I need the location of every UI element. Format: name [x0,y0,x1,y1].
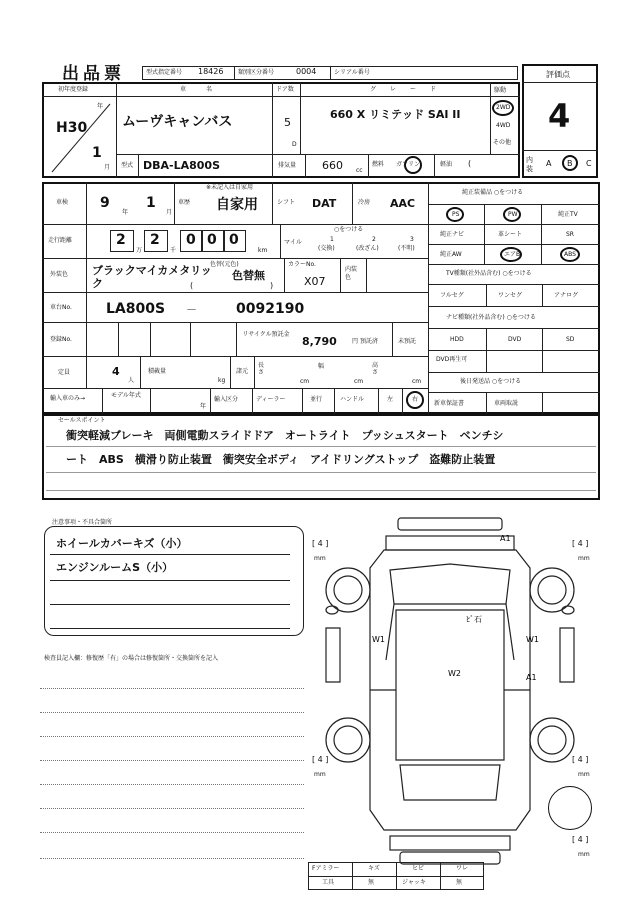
mile-opt-unknown: (不明) [398,245,415,252]
mile-label: マイル [284,239,302,246]
reg-month-unit: 月 [104,164,111,171]
mileage-digit-4: 0 [207,232,217,248]
displacement-unit: cc [356,167,363,174]
tread-unit-fl: mm [314,555,326,562]
equip-leather: 革シート [498,231,523,238]
inspection-label: 車検 [56,199,69,206]
fuel-circle [404,156,422,174]
displacement-value: 660 [322,159,343,172]
fuel-gasoline: ガソリン [396,161,421,168]
tv-fullseg: フルセグ [440,292,464,299]
handle-left: 左 [387,396,394,403]
height-unit: cm [412,378,422,385]
drive-circle [492,100,514,116]
reg-year-unit: 年 [97,103,104,110]
recycle-unpaid: 未預託 [398,338,417,345]
capacity-value: 4 [112,365,120,378]
after-manual: 車両取説 [494,400,519,407]
tread-unit-rr: mm [578,771,590,778]
mile-num-1: 1 [330,236,334,243]
equip-airbag-circle [500,247,522,262]
drive-4wd: 4WD [496,122,511,129]
recycle-value: 8,790 [302,335,337,348]
legend-h-scratch: キズ [368,865,380,872]
dimension-label: 諸元 [236,368,249,375]
tread-unit-rl: mm [314,771,326,778]
reg-no-label: 登録No. [50,336,72,343]
mileage-digit-1: 2 [116,232,126,248]
navi-type-label: ナビ種類(社外品含む) ○をつける [446,314,536,321]
equip-ps: PS [452,211,460,218]
interior-circle [562,155,578,171]
circle-instruction: ○をつける [334,226,364,233]
score-label: 評価点 [546,70,570,79]
import-dealer: ディーラー [256,396,286,403]
class-number: 0004 [296,67,317,76]
tread-front-right: [ 4 ] [572,539,589,548]
grade-label: グレード [370,86,451,93]
mileage-digit-5: 0 [229,232,239,248]
equip-airbag: エアB [504,251,521,258]
equip-pw: PW [508,211,518,218]
tv-type-label: TV種類(社外品含む) ○をつける [446,270,532,277]
doors-suffix: D [292,141,297,148]
serial-label: シリアル番号 [334,69,370,76]
tv-analog: アナログ [554,292,579,299]
import-class-label: 輸入区分 [214,396,239,403]
fuel-paren: ( [468,159,472,168]
width-unit: cm [354,378,364,385]
interior-grade-a: A [546,159,552,168]
legend-jack-value: 無 [456,879,463,886]
reg-month: 1 [92,145,102,161]
ac-value: AAC [390,197,416,210]
interior-grade-c: C [586,159,592,168]
legend-tools-value: 無 [368,879,375,886]
car-name: ムーヴキャンバス [122,114,233,130]
spare-tire-circle [548,786,592,830]
after-warranty: 新車保証書 [434,400,465,407]
mile-num-2: 2 [372,236,376,243]
legend-tools: 工具 [322,879,335,886]
navi-sd: SD [566,336,575,343]
doors-value: 5 [284,116,291,129]
color-paren-l: ( [190,281,194,290]
reg-year: H30 [56,120,88,136]
note-line-1: ホイールカバーキズ（小） [56,537,188,550]
type-number: 18426 [198,67,224,76]
inspection-year-unit: 年 [122,209,129,216]
equip-tv: 純正TV [558,211,578,218]
score-value: 4 [548,97,571,135]
import-parallel: 並行 [310,396,323,403]
capacity-label: 定員 [58,369,71,376]
tread-rear-left: [ 4 ] [312,755,329,764]
grade-value: 660 X リミテッド SAI II [330,108,461,121]
tread-unit-spare: mm [578,851,590,858]
sales-point-label: セールスポイント [58,417,106,424]
model-year-label: モデル年式 [111,392,141,399]
capacity-unit: 人 [128,377,135,384]
load-unit: kg [218,377,226,384]
displacement-label: 排気量 [278,162,297,169]
mark-left-w1: W1 [372,635,385,644]
tread-spare: [ 4 ] [572,835,589,844]
navi-dvd: DVD [508,336,522,343]
color-value: ブラックマイカメタリック [92,264,212,290]
sales-point-line2: ート ABS 横滑り防止装置 衝突安全ボディ アイドリングストップ 盗難防止装置 [66,453,496,466]
color-change-value: 色替無 [232,269,265,282]
doors-label: ドア数 [276,86,294,93]
model-label: 型式 [121,162,134,169]
chassis-dash: － [186,303,197,316]
notes-label: 注意事項・不具合箇所 [52,519,113,526]
mile-num-3: 3 [410,236,414,243]
note-line-2: エンジンルームS（小） [56,561,174,574]
mark-chip: ﾋﾞ石 [466,615,482,624]
mark-right-w1: W1 [526,635,539,644]
genuine-label: 純正装備品 ○をつける [462,189,524,196]
shift-value: DAT [312,197,337,210]
height-label: 高さ [372,362,379,376]
fuel-label: 燃料 [372,161,385,168]
after-ship-label: 後日発送品 ○をつける [460,378,522,385]
history-label: 車歴 [178,199,191,206]
recycle-label: リサイクル預託金 [242,331,290,338]
chassis-number: 0092190 [236,301,305,317]
tread-unit-fr: mm [578,555,590,562]
unit-km: km [258,247,268,254]
type-label: 型式指定番号 [146,69,183,76]
equip-aw: 純正AW [440,251,462,258]
private-note: ※未記入は自家用 [206,184,254,191]
color-no-value: X07 [304,275,326,288]
handle-label: ハンドル [340,396,365,403]
navi-hdd: HDD [450,336,464,343]
diesel-label: 軽油 [440,161,453,168]
mark-center-w2: W2 [448,669,461,678]
unit-man: 万 [136,247,143,254]
chassis-label: 車台No. [50,304,72,311]
tv-oneseg: ワンセグ [498,292,523,299]
recycle-paid: 預託済 [360,338,379,345]
equip-sr: SR [566,231,574,238]
legend-h-mirror: Fアミラー [312,865,340,872]
mark-right-a1: A1 [526,673,537,682]
color-change-hint: 色替(元色) [210,261,239,268]
ac-label: 冷房 [358,199,371,206]
mile-opt-tampered: (改ざん) [356,245,379,252]
width-label: 幅 [318,363,325,370]
equip-pw-circle [503,207,521,222]
color-no-label: カラーNo. [288,261,316,268]
model-value: DBA-LA800S [143,159,220,172]
class-label: 類別区分番号 [238,69,275,76]
equip-navi: 純正ナビ [440,231,465,238]
inspector-label: 検査員記入欄：修復歴「有」の場合は修復箇所・交換箇所を記入 [44,655,219,662]
sheet-title: 出品票 [62,64,125,84]
drive-other: その他 [493,139,512,146]
equip-abs-circle [560,247,580,262]
model-year-unit: 年 [200,403,207,410]
inspection-year: 9 [100,195,110,211]
interior-grade-b: B [567,159,573,168]
inspection-month: 1 [146,195,156,211]
load-label: 積載量 [148,368,167,375]
length-unit: cm [300,378,310,385]
length-label: 長さ [258,362,265,376]
handle-right: 右 [412,396,419,403]
mileage-digit-3: 0 [186,232,196,248]
dvd-playback-label: DVD再生可 [436,356,468,363]
color-label: 外装色 [50,271,69,278]
mile-opt-exchange: (交換) [318,245,335,252]
tread-rear-right: [ 4 ] [572,755,589,764]
car-name-label: 車名 [180,86,233,93]
unit-sen: 千 [170,247,177,254]
color-paren-r: ) [270,281,274,290]
sales-point-line1: 衝突軽減ブレーキ 両側電動スライドドア オートライト プッシュスタート ベンチシ [66,429,504,442]
import-only-label: 輸入車のみ→ [50,395,86,402]
equip-abs: ABS [564,251,576,258]
drive-2wd: 2WD [496,104,511,111]
inspection-month-unit: 月 [166,209,173,216]
first-reg-label: 初年度登録 [58,86,89,93]
tread-front-left: [ 4 ] [312,539,329,548]
handle-right-circle [406,391,424,409]
legend-h-break: ワレ [456,865,469,872]
legend-jack: ジャッキ [402,879,426,886]
equip-ps-circle [446,207,464,222]
history-value: 自家用 [216,197,258,213]
shift-label: シフト [277,199,296,206]
interior-label: 内装 [526,156,533,173]
legend-h-crack: ヒビ [412,865,425,872]
drive-label: 駆動 [494,87,507,94]
chassis-prefix: LA800S [106,301,166,317]
mileage-digit-2: 2 [150,232,160,248]
interior-color-label: 内装色 [345,266,358,281]
recycle-unit: 円 [352,338,359,345]
mark-front-a1: A1 [500,534,511,543]
mileage-label: 走行距離 [48,237,73,244]
